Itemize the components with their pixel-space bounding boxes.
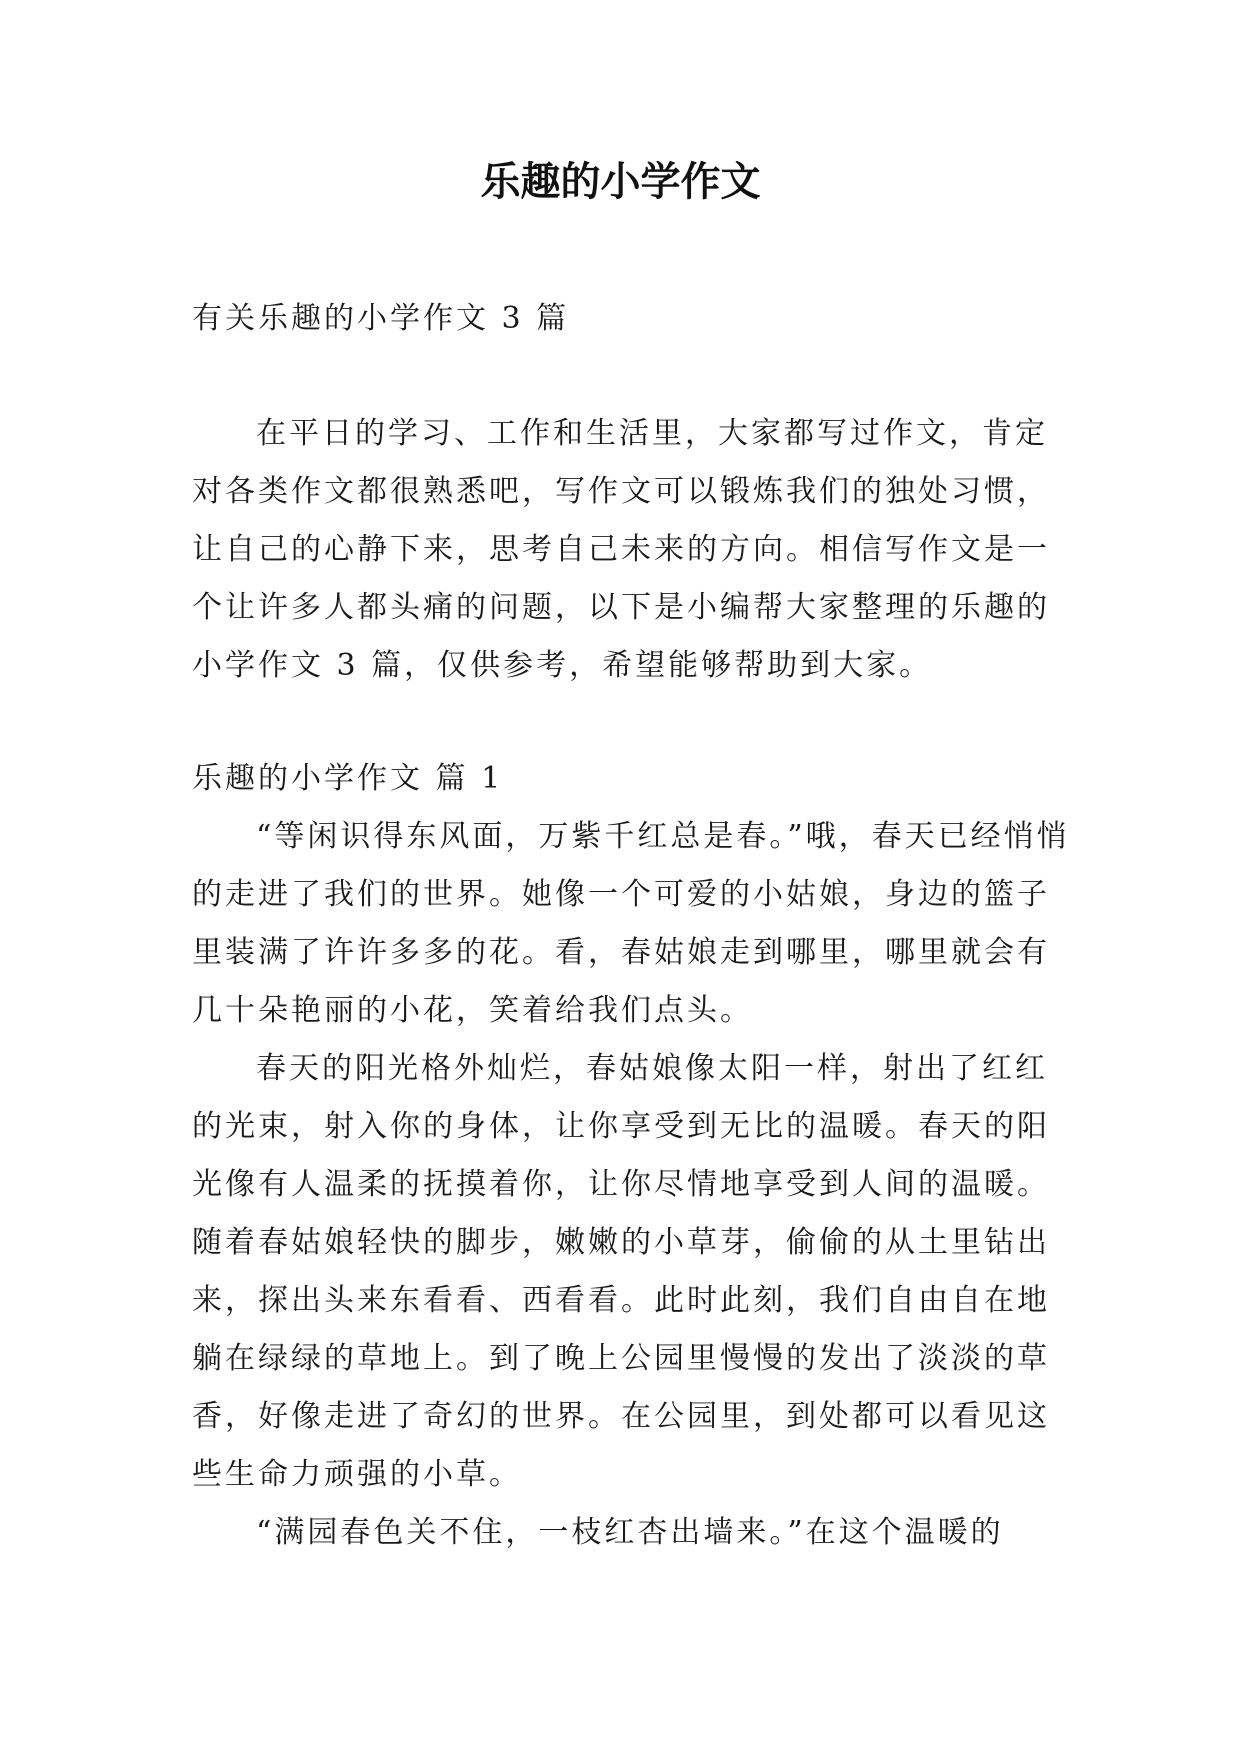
body-paragraph: 春天的阳光格外灿烂，春姑娘像太阳一样，射出了红红的光束，射入你的身体，让你享受到无比的温暖。春天的阳光像有人温柔的抚摸着你，让你尽情地享受到人间的温暖。随着春姑娘轻快的脚步，嫩嫩的小草芽，偷偷的从土里钻出来，探出头来东看看、西看看。此时此刻，我们自由自在地躺在绿绿的草地上。到了晚上公园里慢慢的发出了淡淡的草香，好像走进了奇幻的世界。在公园里，到处都可以看见这些生命力顽强的小草。 (192, 1051, 1050, 1492)
intro-paragraph: 在平日的学习、工作和生活里，大家都写过作文，肯定对各类作文都很熟悉吧，写作文可以锻炼我们的独处习惯，让自己的心静下来，思考自己未来的方向。相信写作文是一个让许多人都头痛的问题，以下是小编帮大家整理的乐趣的小学作文 3 篇，仅供参考，希望能够帮助到大家。 (192, 416, 1050, 683)
document-title: 乐趣的小学作文 (480, 159, 761, 205)
body-paragraph: “等闲识得东风面，万紫千红总是春。”哦，春天已经悄悄的走进了我们的世界。她像一个可爱的小姑娘，身边的篮子里装满了许许多多的花。看，春姑娘走到哪里，哪里就会有几十朵艳丽的小花，笑着给我们点头。 (192, 819, 1070, 1028)
body-paragraph: “满园春色关不住，一枝红杏出墙来。”在这个温暖的 (256, 1515, 1004, 1550)
document-subtitle: 有关乐趣的小学作文 3 篇 (192, 301, 570, 336)
section-heading: 乐趣的小学作文 篇 1 (192, 761, 504, 796)
